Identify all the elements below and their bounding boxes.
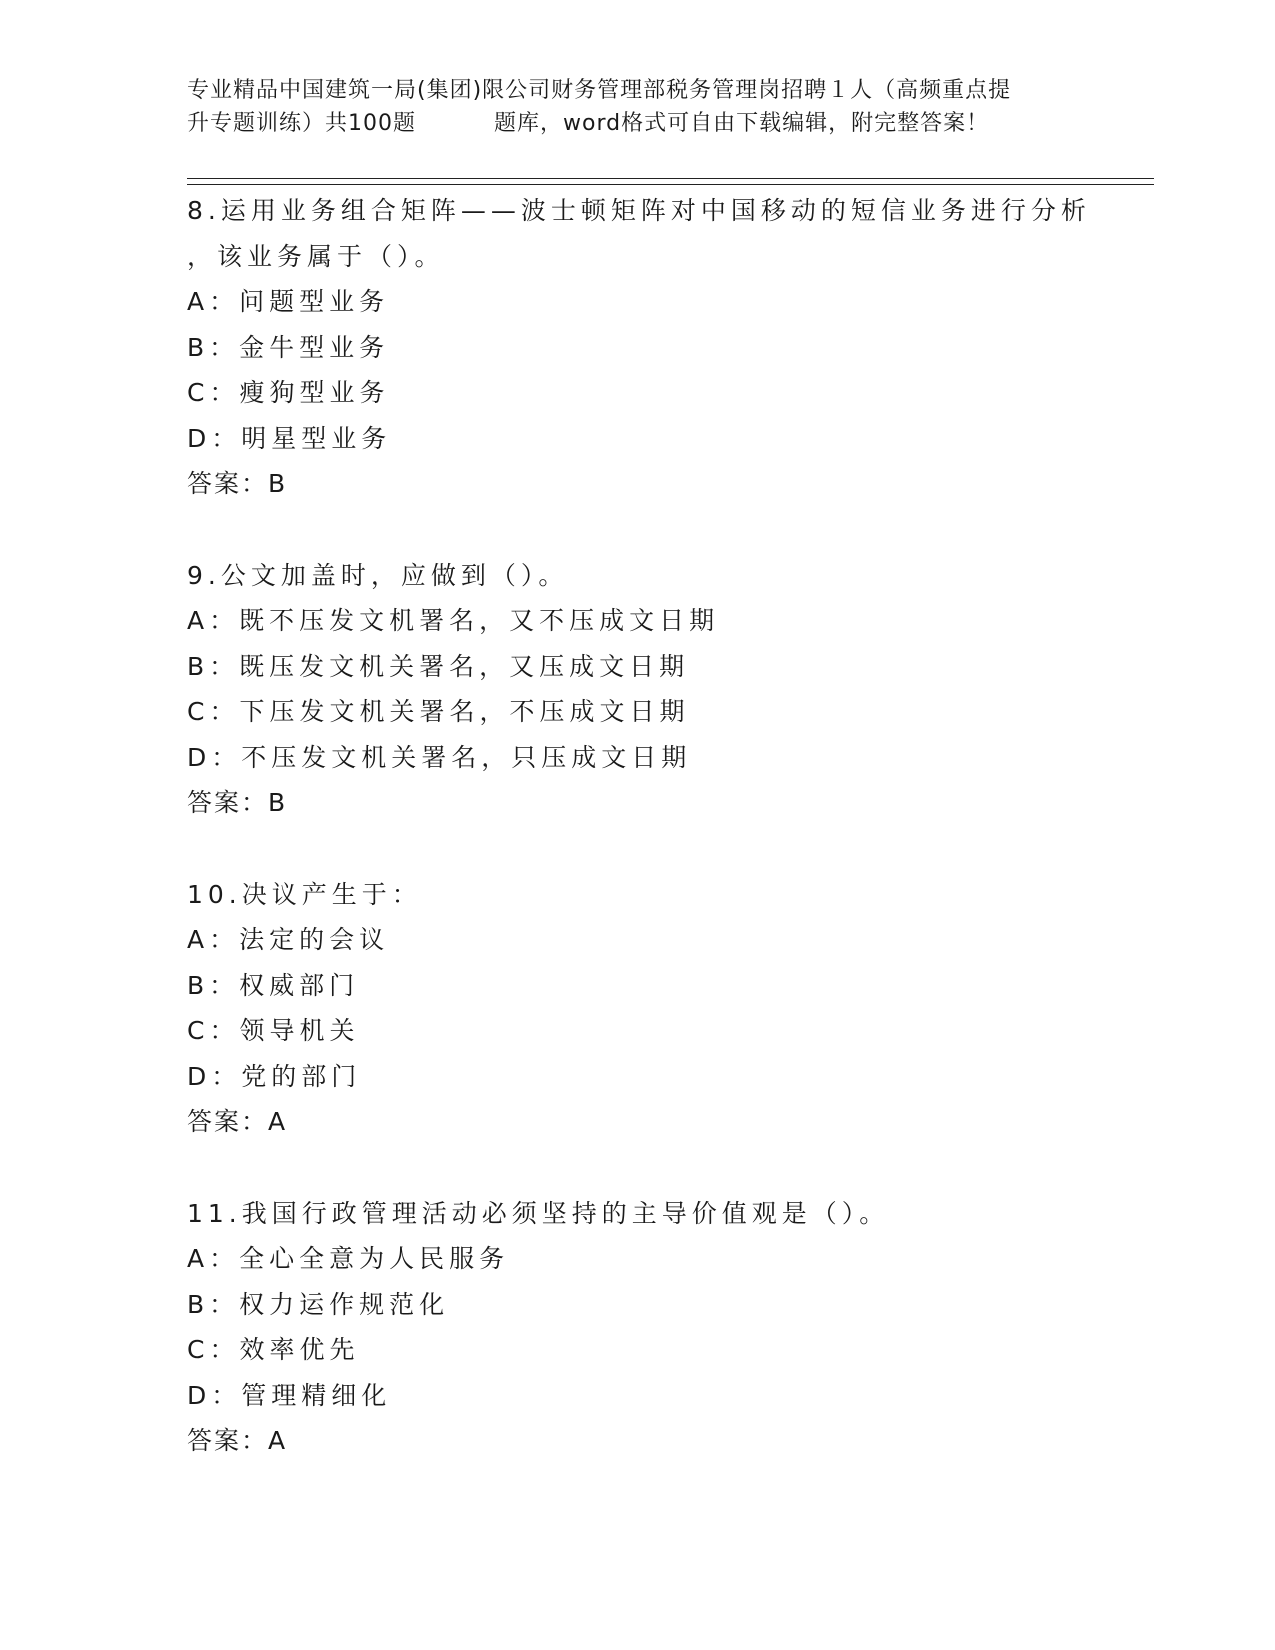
question-stem: 10.决议产生于： bbox=[187, 879, 422, 909]
option-a: A：法定的会议 bbox=[187, 925, 390, 954]
option-d: D：明星型业务 bbox=[187, 423, 392, 453]
answer-line: 答案：B bbox=[187, 469, 288, 498]
question-stem: 11.我国行政管理活动必须坚持的主导价值观是（）。 bbox=[187, 1198, 890, 1228]
option-a: A：问题型业务 bbox=[187, 287, 390, 316]
option-c: C：瘦狗型业务 bbox=[187, 378, 390, 407]
option-b: B：权力运作规范化 bbox=[187, 1289, 450, 1319]
question-stem: 8.运用业务组合矩阵——波士顿矩阵对中国移动的短信业务进行分析 bbox=[187, 196, 1091, 225]
header-line-2-left: 升专题训练）共100题 bbox=[187, 111, 416, 136]
option-d: D：不压发文机关署名，只压成文日期 bbox=[187, 742, 692, 772]
option-c: C：领导机关 bbox=[187, 1016, 360, 1045]
question-9 bbox=[187, 553, 1147, 826]
header-rule-bottom bbox=[187, 184, 1154, 185]
header-line-2-right: 题库，word格式可自由下载编辑，附完整答案！ bbox=[494, 111, 990, 136]
answer-line: 答案：A bbox=[187, 1107, 288, 1136]
option-a: A：既不压发文机署名，又不压成文日期 bbox=[187, 606, 720, 635]
option-c: C：下压发文机关署名，不压成文日期 bbox=[187, 697, 690, 726]
document-header bbox=[187, 74, 1087, 140]
answer-line: 答案：B bbox=[187, 788, 288, 817]
option-d: D：党的部门 bbox=[187, 1061, 362, 1091]
header-line-1: 专业精品中国建筑一局(集团)限公司财务管理部税务管理岗招聘１人（高频重点提 bbox=[187, 78, 1012, 103]
header-rule-top bbox=[187, 178, 1154, 179]
question-stem: 9.公文加盖时，应做到（）。 bbox=[187, 560, 569, 590]
option-b: B：权威部门 bbox=[187, 970, 360, 1000]
question-8 bbox=[187, 188, 1147, 507]
answer-line: 答案：A bbox=[187, 1426, 288, 1455]
option-d: D：管理精细化 bbox=[187, 1380, 392, 1410]
option-c: C：效率优先 bbox=[187, 1335, 360, 1364]
question-11 bbox=[187, 1191, 1147, 1464]
question-10 bbox=[187, 872, 1147, 1145]
option-a: A：全心全意为人民服务 bbox=[187, 1244, 510, 1273]
question-stem: ，该业务属于（）。 bbox=[187, 241, 445, 271]
question-list bbox=[187, 188, 1147, 1510]
header-line-2 bbox=[187, 107, 1087, 140]
option-b: B：金牛型业务 bbox=[187, 332, 390, 362]
option-b: B：既压发文机关署名，又压成文日期 bbox=[187, 651, 690, 681]
